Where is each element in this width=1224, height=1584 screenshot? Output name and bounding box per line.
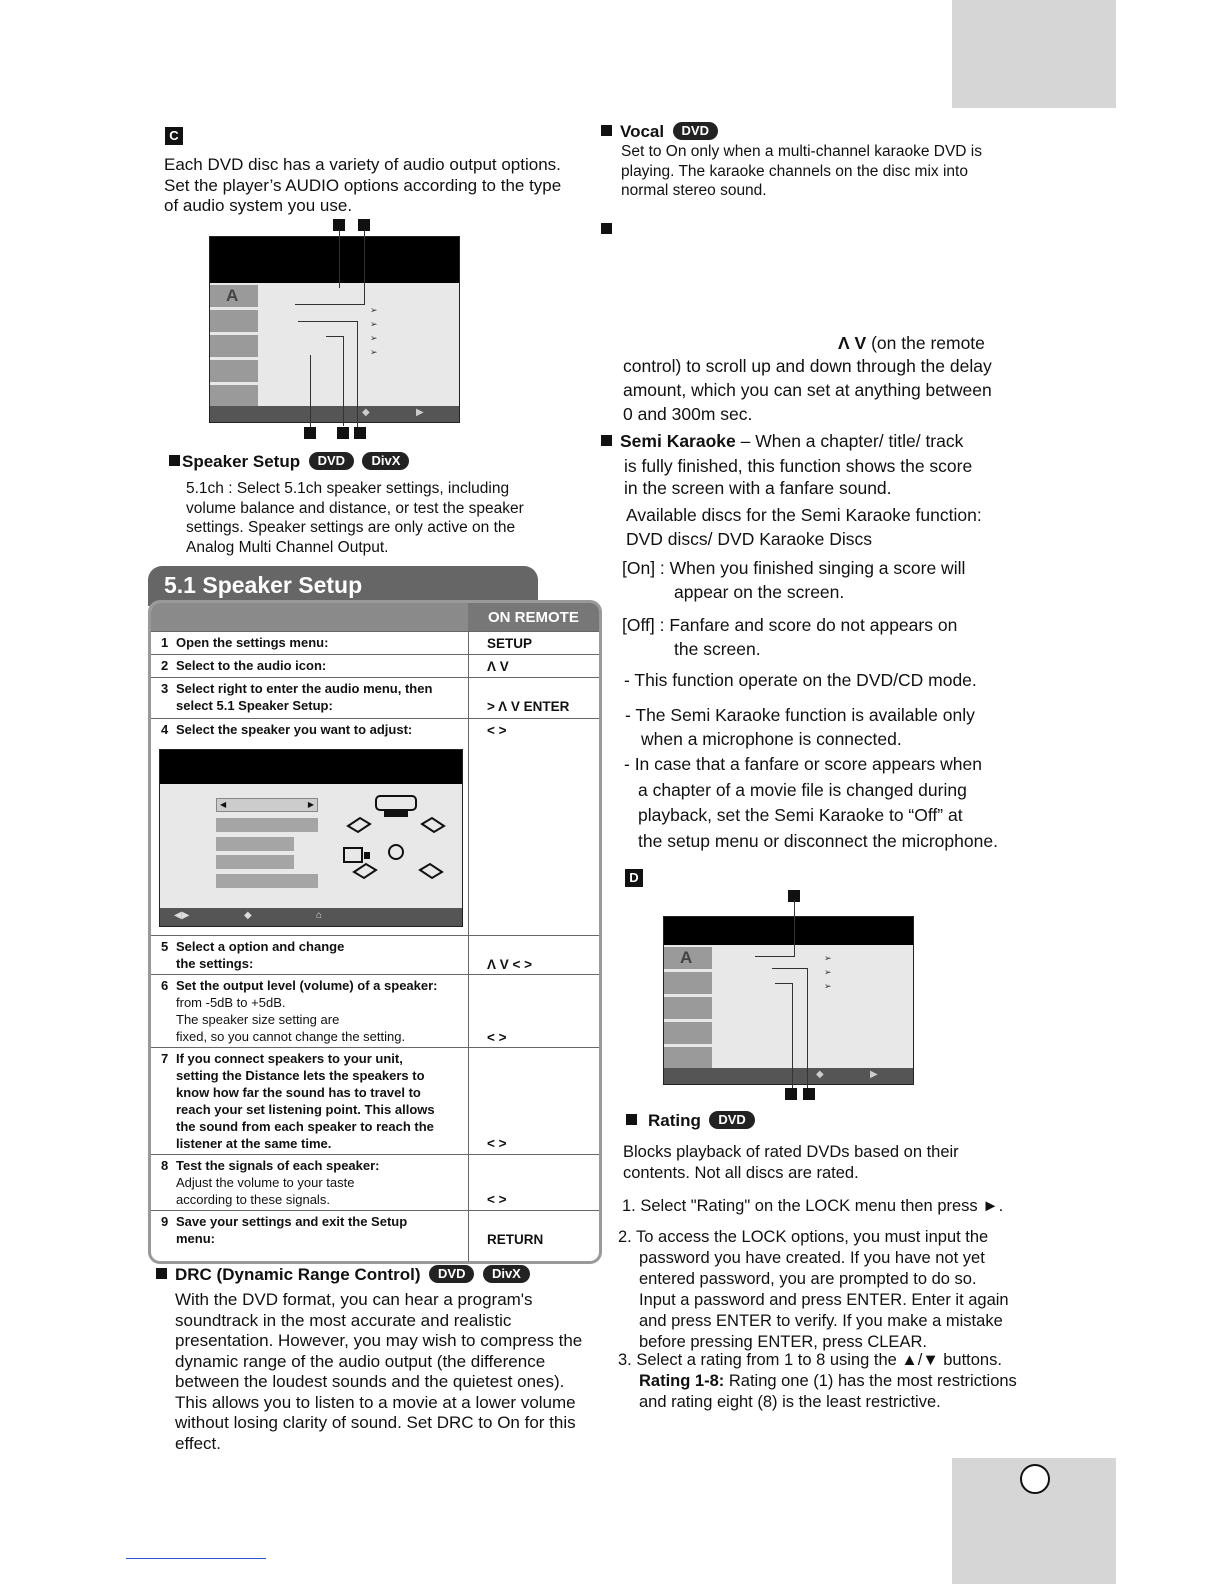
menu-title-bar — [210, 237, 459, 283]
rating-intro: Blocks playback of rated DVDs based on their contents. Not all discs are rated. — [623, 1143, 959, 1182]
on-remote-header: ON REMOTE — [468, 603, 599, 631]
semi-note-1: - This function operate on the DVD/CD mode. — [624, 670, 977, 690]
menu-title-bar — [664, 917, 913, 945]
menu-icon-column — [664, 947, 714, 1072]
dvd-badge: DVD — [429, 1265, 474, 1283]
callout-marker — [785, 1088, 797, 1100]
semi-note-2: - The Semi Karaoke function is available only when a microphone is connected. — [625, 705, 975, 749]
menu-arrows: ➢ ➢ ➢ — [824, 953, 832, 991]
callout-marker — [803, 1088, 815, 1100]
drc-body: With the DVD format, you can hear a program's soundtrack in the most accurate and realistic presentation. However, you may wish to compress the dynamic range of the audio output (the difference between the loudest sounds and the quietest ones). This allows you to listen to a movie at a lower volume without losing clarity of sound. Set DRC to On for this effect. — [175, 1290, 583, 1453]
menu-footer: ◆ ▶ — [210, 406, 459, 422]
semi-karaoke-body: is fully finished, this function shows the score in the screen with a fanfare sound. — [624, 456, 973, 498]
semi-karaoke-available: Available discs for the Semi Karaoke function: DVD discs/ DVD Karaoke Discs — [626, 505, 982, 549]
speaker-icon — [664, 997, 712, 1019]
menu-icon-column — [210, 285, 260, 410]
lock-icon — [210, 360, 258, 382]
display-icon — [210, 310, 258, 332]
table-row: 2 Select to the audio icon: Λ V — [151, 654, 599, 677]
display-icon — [664, 972, 712, 994]
drc-heading: DRC (Dynamic Range Control) DVD DivX — [156, 1264, 530, 1286]
vocal-body: Set to On only when a multi-channel karaoke DVD is playing. The karaoke channels on the disc mix into normal stereo sound. — [621, 143, 982, 199]
delay-keys-line: Λ V (on the remote — [838, 333, 985, 353]
vocal-heading: Vocal DVD — [601, 121, 718, 143]
divx-badge: DivX — [483, 1265, 530, 1283]
semi-note-3: - In case that a fanfare or score appears when a chapter of a movie file is changed during playback, set the Semi Karaoke to “Off” at the setup menu or disconnect the microphone. — [624, 754, 998, 851]
table-row: 8 Test the signals of each speaker: Adjust the volume to your taste according to these signals. < > — [151, 1154, 599, 1210]
rating-step-2: 2. To access the LOCK options, you must input the password you have created. If you have not yet entered password, you are prompted to do so. Input a password and press ENTER. Enter it again and press ENTER to verify. If you make a mistake before pressing ENTER, press CLEAR. — [618, 1228, 1009, 1351]
lock-menu-screenshot — [663, 916, 914, 1085]
screen-footer: ◀▶ ◆ ⌂ — [160, 908, 462, 926]
table-row: 1 Open the settings menu: SETUP — [151, 631, 599, 654]
rating-step-1: 1. Select "Rating" on the LOCK menu then press ►. — [622, 1197, 1004, 1215]
footer-rule — [126, 1558, 266, 1559]
callout-marker — [337, 427, 349, 439]
others-icon — [210, 385, 258, 407]
table-row: 7 If you connect speakers to your unit, setting the Distance lets the speakers to know how far the sound has to travel to reach your set listening point. This allows the sound from each speaker to reach the listener at the same time. < > — [151, 1047, 599, 1154]
speaker-setup-heading: Speaker Setup DVD DivX — [169, 451, 409, 473]
audio-icon: A — [664, 947, 712, 969]
audio-icon: A — [210, 285, 258, 307]
dvd-badge: DVD — [673, 122, 718, 140]
dvd-badge: DVD — [709, 1111, 754, 1129]
speaker-selector: ◀ ▶ — [216, 798, 318, 812]
table-row: 3 Select right to enter the audio menu, then select 5.1 Speaker Setup: > Λ V ENTER — [151, 677, 599, 718]
others-icon — [664, 1047, 712, 1069]
dvd-badge: DVD — [309, 452, 354, 470]
table-row: 9 Save your settings and exit the Setup menu: RETURN — [151, 1210, 599, 1263]
callout-marker — [354, 427, 366, 439]
speaker-layout-icon — [340, 792, 450, 888]
menu-footer: ◆ ▶ — [664, 1068, 913, 1084]
semi-karaoke-off: [Off] : Fanfare and score do not appears on the screen. — [622, 615, 958, 659]
callout-marker — [304, 427, 316, 439]
divx-badge: DivX — [362, 452, 409, 470]
section-letter-c: C — [165, 127, 183, 145]
speaker-setup-screenshot — [159, 749, 463, 927]
table-row: 5 Select a option and change the settings: Λ V < > — [151, 935, 599, 974]
table-row: 4 Select the speaker you want to adjust: < > — [151, 718, 599, 935]
rating-heading: Rating DVD — [626, 1110, 755, 1132]
speaker-setup-table-title: 5.1 Speaker Setup — [148, 566, 538, 606]
screen-title-bar — [160, 750, 462, 784]
speaker-setup-table — [148, 600, 602, 1264]
section-letter-d: D — [625, 869, 643, 887]
table-header — [151, 603, 599, 631]
audio-menu-screenshot — [209, 236, 460, 423]
table-row: 6 Set the output level (volume) of a speaker: from -5dB to +5dB. The speaker size setting are fixed, so you cannot change the setting. < > — [151, 974, 599, 1047]
audio-intro: Each DVD disc has a variety of audio output options. Set the player’s AUDIO options according to the type of audio system you use. — [164, 155, 562, 215]
semi-karaoke-on: [On] : When you finished singing a score will appear on the screen. — [622, 558, 966, 602]
speaker-icon — [210, 335, 258, 357]
page-number-circle — [1020, 1464, 1050, 1494]
rating-step-3: 3. Select a rating from 1 to 8 using the ▲/▼ buttons. Rating 1-8: Rating one (1) has the most restrictions and rating eight (8) is the least restrictive. — [618, 1351, 1017, 1411]
delay-body: control) to scroll up and down through the delay amount, which you can set at anything between 0 and 300m sec. — [623, 356, 992, 424]
bullet — [601, 223, 612, 234]
speaker-setup-body: 5.1ch : Select 5.1ch speaker settings, including volume balance and distance, or test the speaker settings. Speaker settings are only active on the Analog Multi Channel Output. — [186, 480, 524, 556]
semi-karaoke-heading: Semi Karaoke – When a chapter/ title/ track — [601, 429, 963, 453]
menu-arrows: ➢ ➢ ➢ ➢ — [370, 305, 378, 357]
lock-icon — [664, 1022, 712, 1044]
page-margin-shade-top — [952, 0, 1116, 108]
